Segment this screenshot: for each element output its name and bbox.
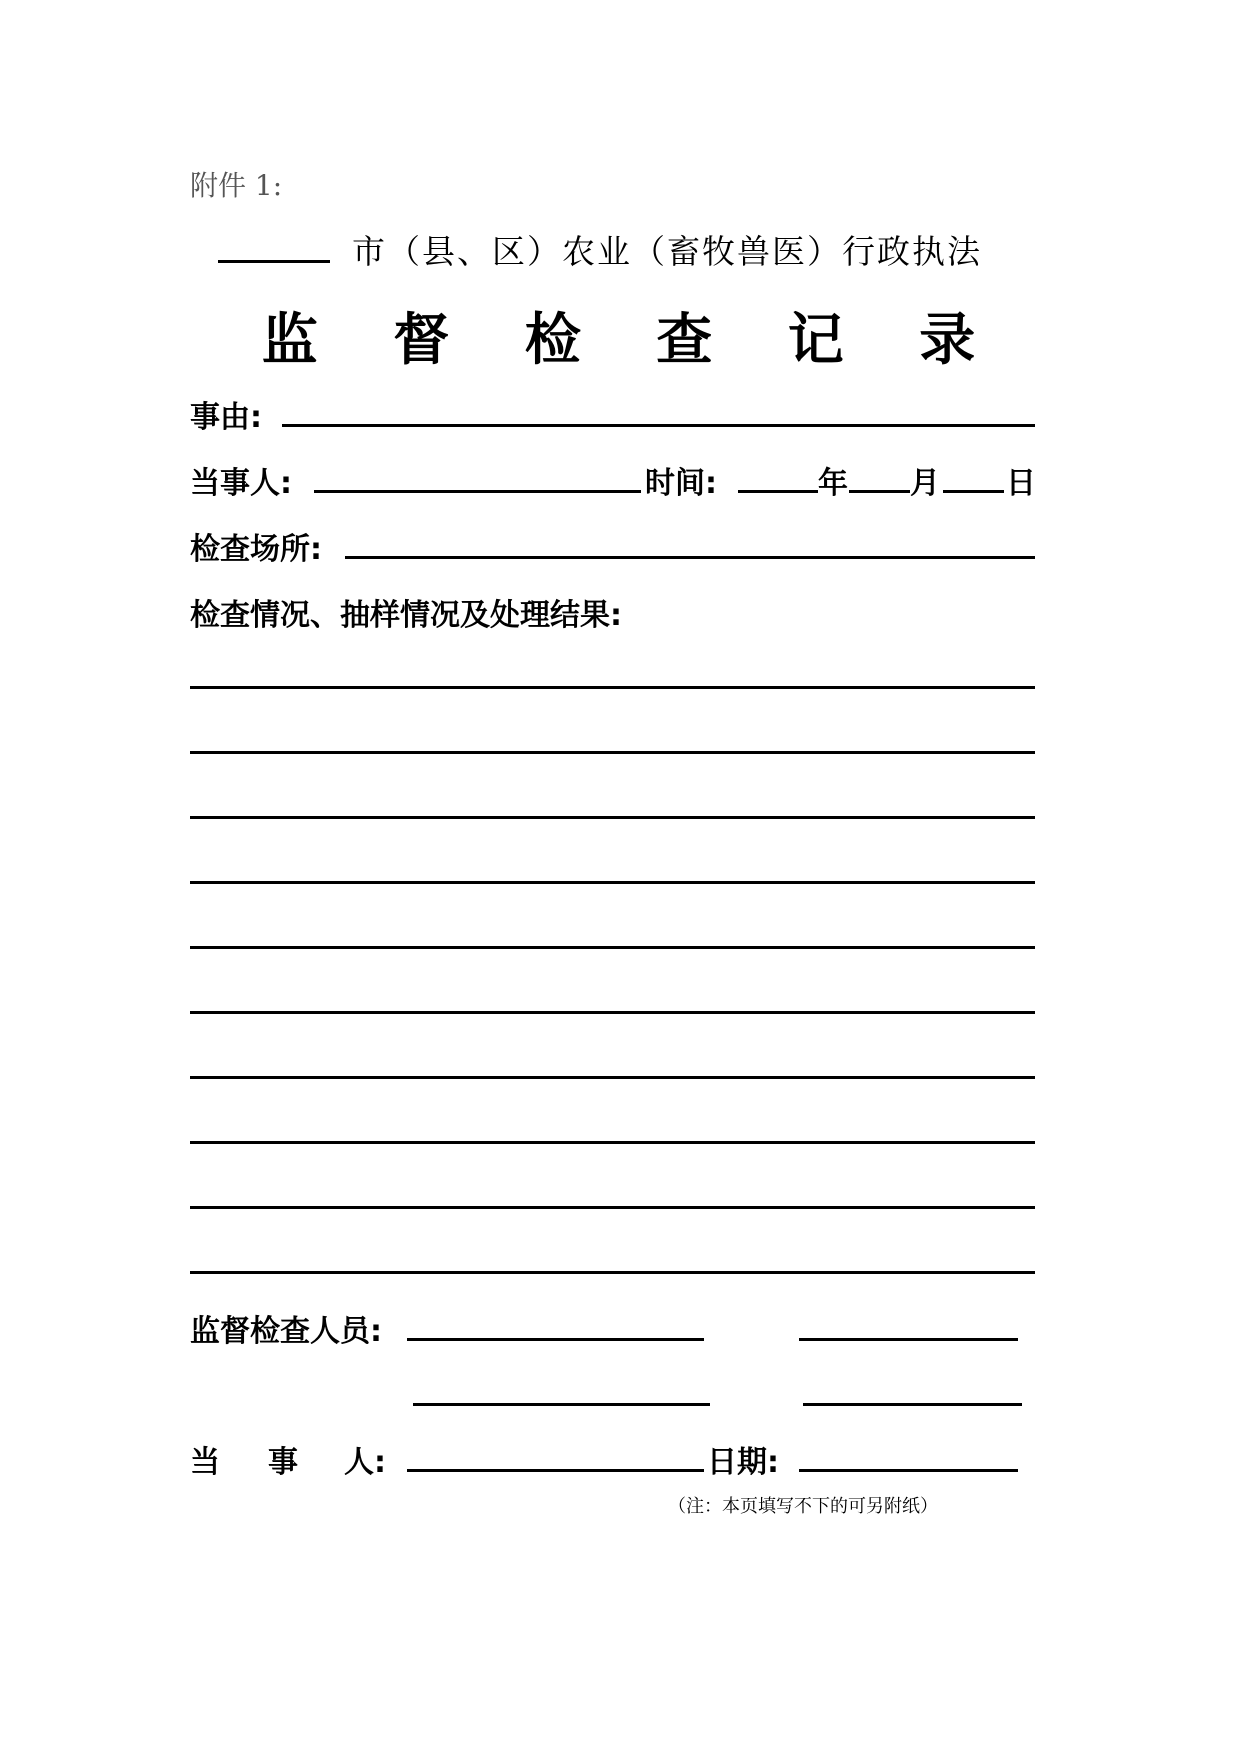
findings-line[interactable]: [190, 816, 1035, 819]
day-unit: 日: [1006, 466, 1036, 501]
year-unit: 年: [818, 466, 848, 501]
findings-line[interactable]: [190, 686, 1035, 689]
party-label: 当事人:: [190, 466, 292, 501]
reason-field[interactable]: [282, 424, 1035, 427]
page-title: 监 督 检 查 记 录: [261, 308, 1004, 373]
reason-label: 事由:: [190, 400, 262, 435]
inspectors-label: 监督检查人员:: [190, 1314, 382, 1349]
party-signature-label-3: 人:: [344, 1445, 386, 1480]
date-field[interactable]: [799, 1469, 1018, 1472]
findings-line[interactable]: [190, 1271, 1035, 1274]
date-label: 日期:: [707, 1445, 779, 1480]
findings-line[interactable]: [190, 946, 1035, 949]
year-field[interactable]: [738, 490, 818, 493]
findings-line[interactable]: [190, 1076, 1035, 1079]
time-label: 时间:: [645, 466, 717, 501]
day-field[interactable]: [943, 490, 1004, 493]
findings-line[interactable]: [190, 751, 1035, 754]
attachment-label: 附件 1:: [190, 169, 283, 202]
place-label: 检查场所:: [190, 532, 322, 567]
party-signature-field[interactable]: [407, 1469, 704, 1472]
month-unit: 月: [910, 466, 940, 501]
inspector-signature-field[interactable]: [413, 1403, 710, 1406]
city-blank-field[interactable]: [218, 259, 330, 263]
findings-line[interactable]: [190, 1011, 1035, 1014]
inspector-signature-field[interactable]: [803, 1403, 1022, 1406]
header-line: [218, 226, 982, 273]
findings-line[interactable]: [190, 881, 1035, 884]
findings-line[interactable]: [190, 1206, 1035, 1209]
findings-line[interactable]: [190, 1141, 1035, 1144]
party-field[interactable]: [314, 490, 641, 493]
place-field[interactable]: [345, 556, 1035, 559]
findings-label: 检查情况、抽样情况及处理结果:: [190, 598, 622, 633]
header-text: 市（县、区）农业（畜牧兽医）行政执法: [352, 232, 982, 271]
month-field[interactable]: [849, 490, 910, 493]
party-signature-label-1: 当: [190, 1445, 220, 1480]
footnote: （注：本页填写不下的可另附纸）: [668, 1496, 938, 1517]
party-signature-label-2: 事: [268, 1445, 298, 1480]
inspector-signature-field[interactable]: [407, 1338, 704, 1341]
inspector-signature-field[interactable]: [799, 1338, 1018, 1341]
